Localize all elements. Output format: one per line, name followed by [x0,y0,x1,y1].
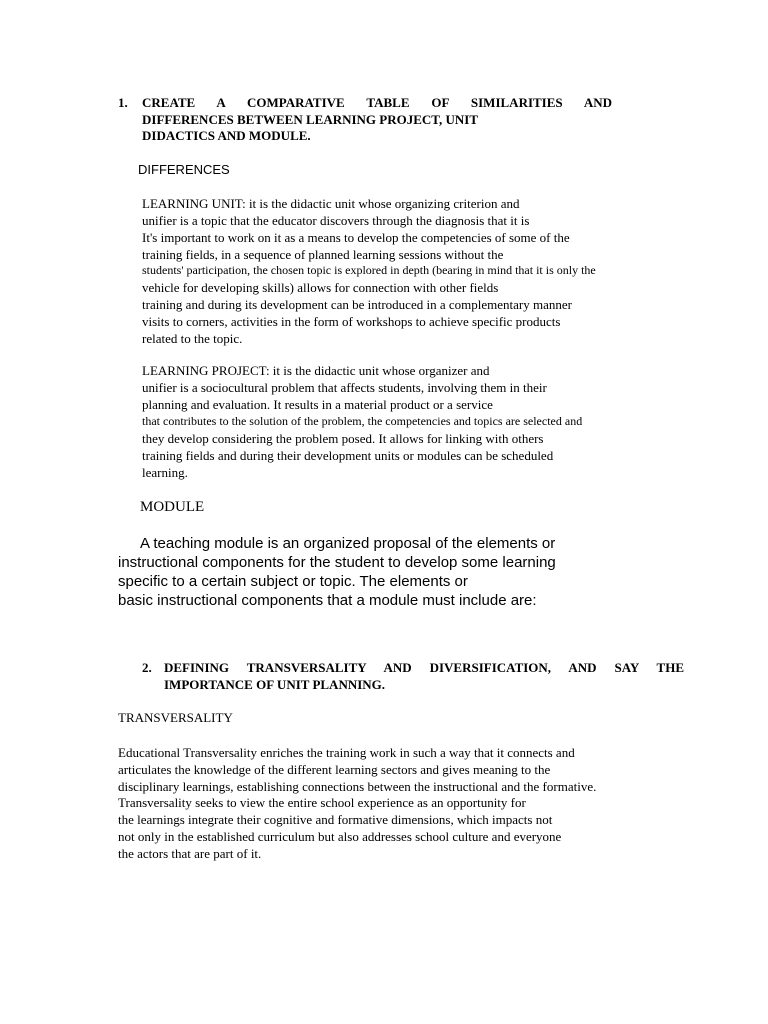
section-1-heading-line: CREATE A COMPARATIVE TABLE OF SIMILARITIES AND [142,95,612,110]
module-line: instructional components for the student to develop some learning [118,554,556,571]
learning-project-line: they develop considering the problem posed. It allows for linking with others [142,431,544,446]
learning-project-line: that contributes to the solution of the problem, the competencies and topics are selected and [142,414,583,428]
transversality-line: Educational Transversality enriches the training work in such a way that it connects and [118,745,575,760]
learning-project-line: learning. [142,465,188,480]
section-1-heading-line: DIFFERENCES BETWEEN LEARNING PROJECT, UNIT [142,112,479,127]
module-line: A teaching module is an organized proposal of the elements or [140,535,556,552]
transversality-line: the learnings integrate their cognitive and formative dimensions, which impacts not [118,812,553,827]
transversality-line: disciplinary learnings, establishing connections between the instructional and the formative. [118,779,597,794]
learning-unit-line: related to the topic. [142,331,243,346]
transversality-label: TRANSVERSALITY [118,710,233,725]
section-1-number: 1. [118,95,128,110]
learning-project-line: LEARNING PROJECT: it is the didactic unit whose organizer and [142,363,490,378]
module-line: specific to a certain subject or topic. The elements or [118,573,468,590]
differences-label: DIFFERENCES [138,162,230,177]
transversality-line: Transversality seeks to view the entire school experience as an opportunity for [118,795,526,810]
learning-unit-line: It's important to work on it as a means to develop the competencies of some of the [142,230,570,245]
module-label: MODULE [140,499,205,515]
transversality-line: the actors that are part of it. [118,846,262,861]
transversality-line: articulates the knowledge of the different learning sectors and gives meaning to the [118,762,551,777]
section-1-heading-line: DIDACTICS AND MODULE. [142,128,311,143]
learning-unit-line: training and during its development can be introduced in a complementary manner [142,297,572,312]
learning-project-line: unifier is a sociocultural problem that affects students, involving them in their [142,380,547,395]
learning-unit-line: visits to corners, activities in the form of workshops to achieve specific products [142,314,561,329]
learning-unit-line: unifier is a topic that the educator discovers through the diagnosis that it is [142,213,530,228]
section-2-heading-line: IMPORTANCE OF UNIT PLANNING. [164,677,386,692]
learning-unit-line: students' participation, the chosen topic is explored in depth (bearing in mind that it is only the [142,263,596,277]
learning-unit-line: LEARNING UNIT: it is the didactic unit whose organizing criterion and [142,196,520,211]
learning-project-line: planning and evaluation. It results in a material product or a service [142,397,493,412]
module-line: basic instructional components that a module must include are: [118,592,537,609]
transversality-line: not only in the established curriculum but also addresses school culture and everyone [118,829,562,844]
learning-unit-line: vehicle for developing skills) allows for connection with other fields [142,280,499,295]
learning-project-line: training fields and during their development units or modules can be scheduled [142,448,554,463]
learning-unit-line: training fields, in a sequence of planned learning sessions without the [142,247,504,262]
section-2-number: 2. [142,660,152,675]
section-2-heading-line: DEFINING TRANSVERSALITY AND DIVERSIFICATION, AND SAY THE [164,660,684,675]
